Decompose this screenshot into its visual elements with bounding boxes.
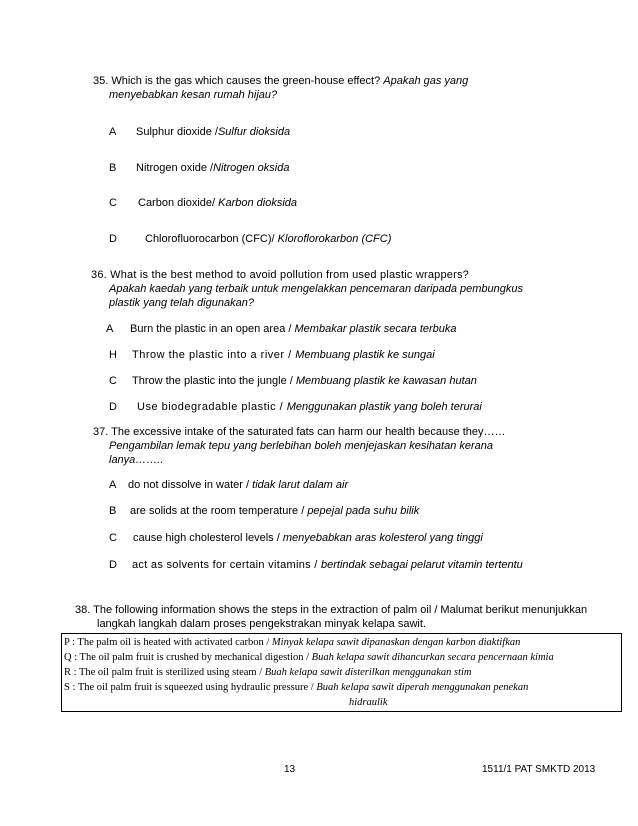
q35-option-b-text: Nitrogen oxide /Nitrogen oksida <box>136 162 290 174</box>
q38-step-r: R : The oil palm fruit is sterilized using steam / Buah kelapa sawit disterilkan menggunakan stim <box>64 667 472 678</box>
q38-step-s-continuation: hidraulik <box>349 697 388 708</box>
q35-option-a-text: Sulphur dioxide /Sulfur dioksida <box>136 126 291 138</box>
q36-option-d-text: Use biodegradable plastic / Menggunakan plastik yang boleh terurai <box>137 401 482 413</box>
q36-stem-ms-1: Apakah kaedah yang terbaik untuk mengelakkan pencemaran daripada pembungkus <box>109 283 524 295</box>
q37-option-c-text: cause high cholesterol levels / menyebabkan aras kolesterol yang tinggi <box>133 532 483 544</box>
q36-stem-ms-2: plastik yang telah digunakan? <box>109 297 254 309</box>
q37-option-d-text: act as solvents for certain vitamins / bertindak sebagai pelarut vitamin tertentu <box>132 559 523 571</box>
q35-option-c-text: Carbon dioxide/ Karbon dioksida <box>138 197 298 209</box>
q38-step-q: Q : The oil palm fruit is crushed by mechanical digestion / Buah kelapa sawit dihancurkan secara pencernaan kimia <box>64 652 554 663</box>
q36-option-h[interactable]: H <box>109 349 117 361</box>
q36-option-a-text: Burn the plastic in an open area / Membakar plastik secara terbuka <box>130 323 457 335</box>
q35-option-d[interactable]: D <box>109 233 117 245</box>
q35-option-c[interactable]: C <box>109 197 117 209</box>
q36-option-d[interactable]: D <box>109 401 117 413</box>
footer-code: 1511/1 PAT SMKTD 2013 <box>482 764 596 775</box>
q37-option-c[interactable]: C <box>109 532 117 544</box>
q38-stem-1: 38. The following information shows the steps in the extraction of palm oil / Malumat berikut menunjukkan <box>75 604 588 616</box>
q37-option-b-text: are solids at the room temperature / pepejal pada suhu bilik <box>130 505 420 517</box>
q37-option-b[interactable]: B <box>109 505 117 517</box>
q35-option-a[interactable]: A <box>109 126 117 138</box>
q35-stem-ms: menyebabkan kesan rumah hijau? <box>109 89 278 101</box>
q36-stem: 36. What is the best method to avoid pollution from used plastic wrappers? <box>91 269 469 281</box>
q36-option-c-text: Throw the plastic into the jungle / Membuang plastik ke kawasan hutan <box>132 375 477 387</box>
page-number: 13 <box>284 764 296 775</box>
q37-stem-ms-2: lanya…….. <box>109 454 164 466</box>
q35-stem: 35. Which is the gas which causes the green-house effect? Apakah gas yang <box>93 75 469 87</box>
q35-option-d-text: Chlorofluorocarbon (CFC)/ Kloroflorokarbon (CFC) <box>145 233 392 245</box>
q35-option-b[interactable]: B <box>109 162 117 174</box>
q37-option-d[interactable]: D <box>109 559 117 571</box>
q38-steps-box <box>61 633 622 712</box>
q37-option-a-text: do not dissolve in water / tidak larut dalam air <box>128 479 349 491</box>
q36-option-h-text: Throw the plastic into a river / Membuang plastik ke sungai <box>132 349 435 361</box>
q37-stem: 37. The excessive intake of the saturated fats can harm our health because they…… <box>93 426 506 438</box>
q38-stem-2: langkah langkah dalam proses pengekstrakan minyak kelapa sawit. <box>97 618 426 630</box>
q36-option-c[interactable]: C <box>109 375 117 387</box>
q37-stem-ms-1: Pengambilan lemak tepu yang berlebihan boleh menjejaskan kesihatan kerana <box>109 440 494 452</box>
q37-option-a[interactable]: A <box>109 479 117 491</box>
q38-step-s: S : The oil palm fruit is squeezed using hydraulic pressure / Buah kelapa sawit diperah menggunakan penekan <box>64 682 529 693</box>
q38-step-p: P : The palm oil is heated with activated carbon / Minyak kelapa sawit dipanaskan dengan karbon diaktifkan <box>64 637 521 648</box>
q36-option-a[interactable]: A <box>106 323 114 335</box>
